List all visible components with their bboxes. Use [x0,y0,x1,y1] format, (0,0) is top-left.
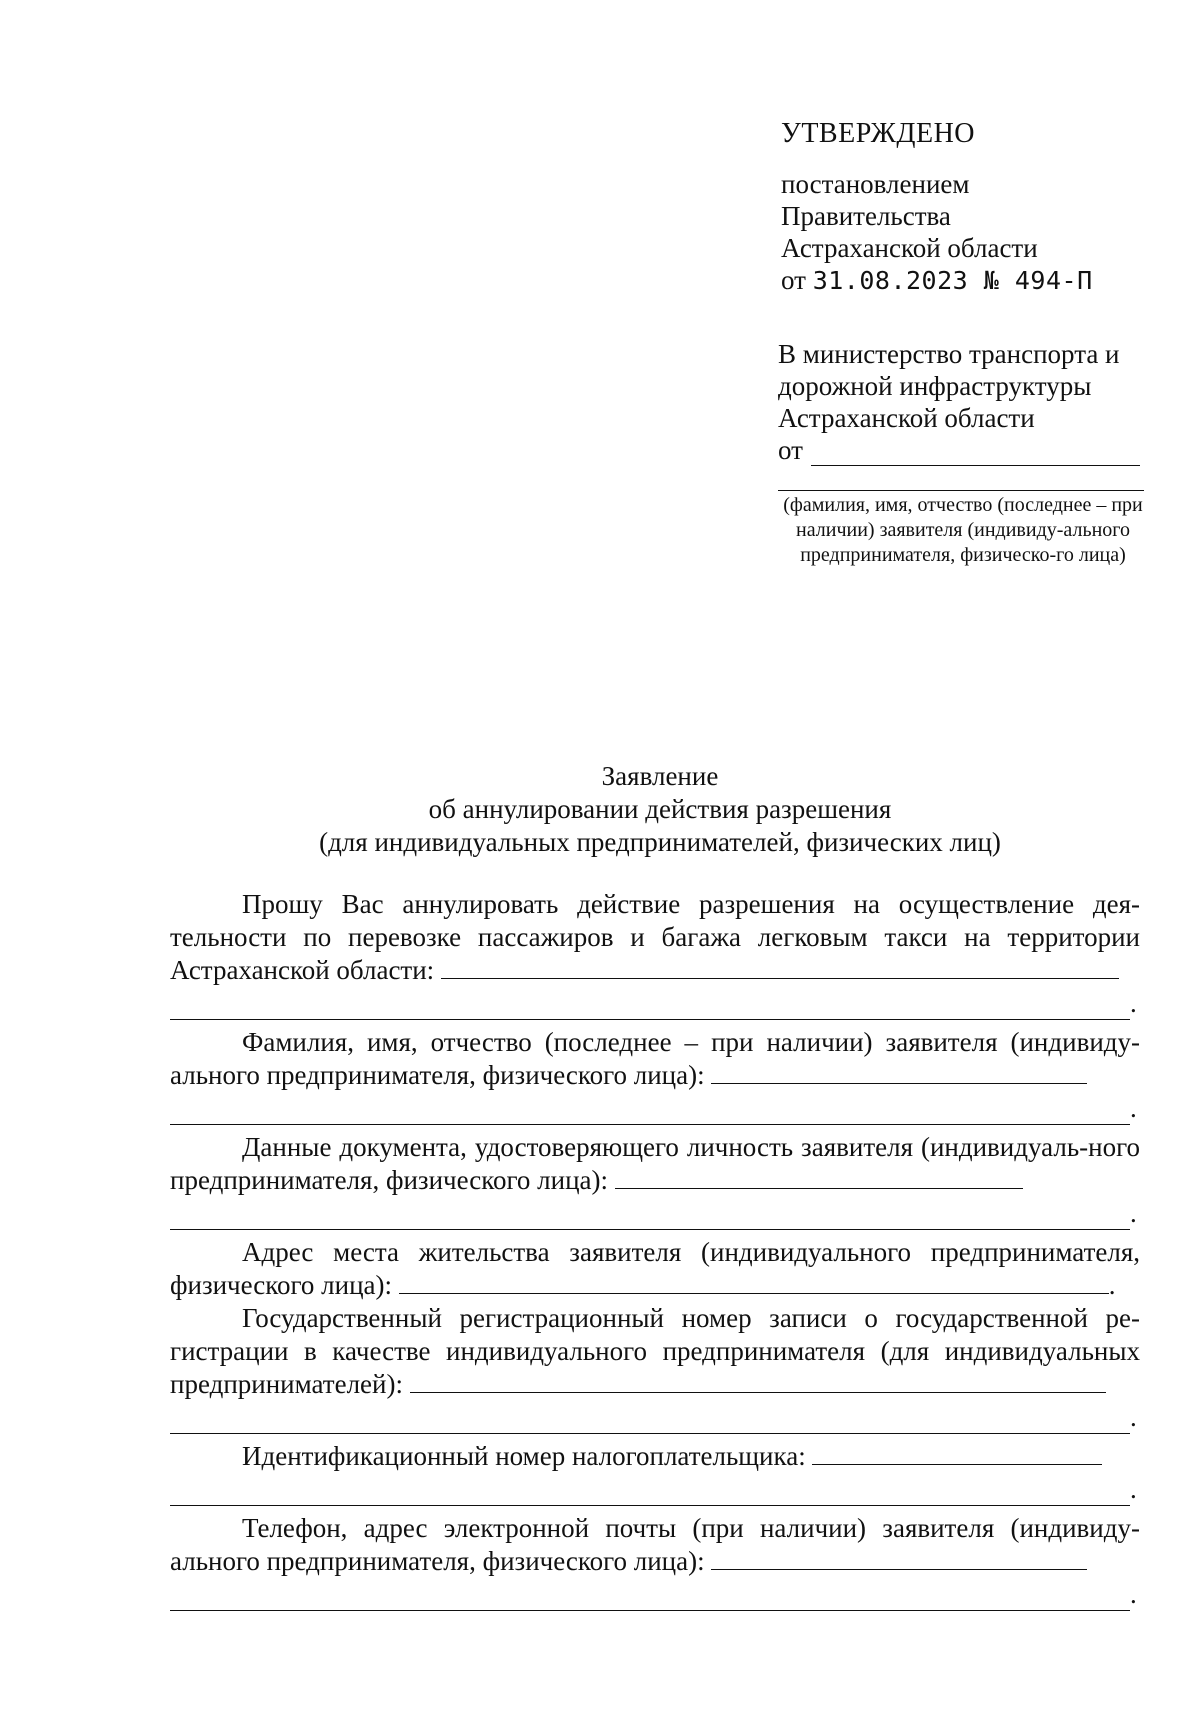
end-dot: . [1130,1402,1137,1432]
addressee-block [778,338,1150,568]
address-field[interactable] [399,1273,1109,1294]
id-document-paragraph [170,1131,1140,1197]
full-name-field[interactable] [711,1063,1087,1084]
permit-details-field-continued[interactable] [170,995,1130,1020]
address-paragraph [170,1236,1140,1302]
title-line-3: (для индивидуальных предпринимателей, физических лиц) [319,827,1001,857]
decree-line [781,264,1161,297]
addressee-line-3: Астраханской области [778,403,1035,433]
contacts-field-row-2 [170,1578,1140,1611]
end-dot: . [1130,1579,1137,1609]
end-dot: . [1130,1093,1137,1123]
contacts-paragraph [170,1512,1140,1578]
title-line-1: Заявление [601,761,719,791]
approval-block [781,118,1161,297]
request-text: Прошу Вас аннулировать действие разрешения на осуществление дея-тельности по перевозке пассажиров и багажа легковым такси на территории Астраханской области: [170,889,1140,985]
end-dot: . [1130,988,1137,1018]
request-paragraph [170,888,1140,987]
application-body [170,888,1140,1611]
decree-number: 31.08.2023 № 494-П [812,266,1093,295]
full-name-label: Фамилия, имя, отчество (последнее – при наличии) заявителя (индивиду-ального предпринимателя, физического лица): [170,1027,1140,1090]
full-name-field-row-2 [170,1092,1140,1125]
inn-field-continued[interactable] [170,1481,1130,1506]
registration-number-field[interactable] [410,1372,1106,1393]
full-name-paragraph [170,1026,1140,1092]
approval-title: УТВЕРЖДЕНО [781,118,976,149]
contacts-field[interactable] [711,1549,1087,1570]
inn-paragraph [170,1440,1140,1473]
approval-line-2: Правительства [781,201,951,231]
contacts-field-continued[interactable] [170,1586,1130,1611]
id-document-field[interactable] [615,1168,1023,1189]
document-title [170,760,1150,859]
decree-prefix: от [781,265,806,295]
id-document-label: Данные документа, удостоверяющего личность заявителя (индивидуаль-ного предпринимателя, физического лица): [170,1132,1140,1195]
registration-label: Государственный регистрационный номер записи о государственной ре-гистрации в качестве индивидуального предпринимателя (для индивидуальных предпринимателей): [170,1303,1140,1399]
end-dot: . [1130,1474,1137,1504]
applicant-name-caption: (фамилия, имя, отчество (последнее – при наличии) заявителя (индивиду-ального предпринимателя, физическо-го лица) [783,494,1143,566]
inn-field[interactable] [812,1444,1102,1465]
approval-line-3: Астраханской области [781,233,1038,263]
full-name-field-continued[interactable] [170,1100,1130,1125]
permit-details-field-row-2 [170,987,1140,1020]
registration-field-row-2 [170,1401,1140,1434]
applicant-name-field[interactable] [811,439,1140,466]
registration-paragraph [170,1302,1140,1401]
end-dot: . [1108,1270,1116,1300]
registration-number-field-continued[interactable] [170,1409,1130,1434]
id-document-field-row-2 [170,1197,1140,1230]
id-document-field-continued[interactable] [170,1205,1130,1230]
contacts-label: Телефон, адрес электронной почты (при наличии) заявителя (индивиду-ального предпринимателя, физического лица): [170,1513,1140,1576]
inn-label: Идентификационный номер налогоплательщика: [242,1441,806,1471]
addressee-line-2: дорожной инфраструктуры [778,371,1092,401]
addressee-line-1: В министерство транспорта и [778,339,1120,369]
approval-line-1: постановлением [781,169,970,199]
permit-details-field[interactable] [441,958,1119,979]
address-label: Адрес места жительства заявителя (индивидуального предпринимателя, физического лица): [170,1237,1140,1300]
title-line-2: об аннулировании действия разрешения [428,794,892,824]
applicant-name-field-continued[interactable] [778,468,1144,491]
end-dot: . [1130,1198,1137,1228]
inn-field-row-2 [170,1473,1140,1506]
applicant-from-row [778,434,1150,466]
from-label: от [778,435,803,465]
